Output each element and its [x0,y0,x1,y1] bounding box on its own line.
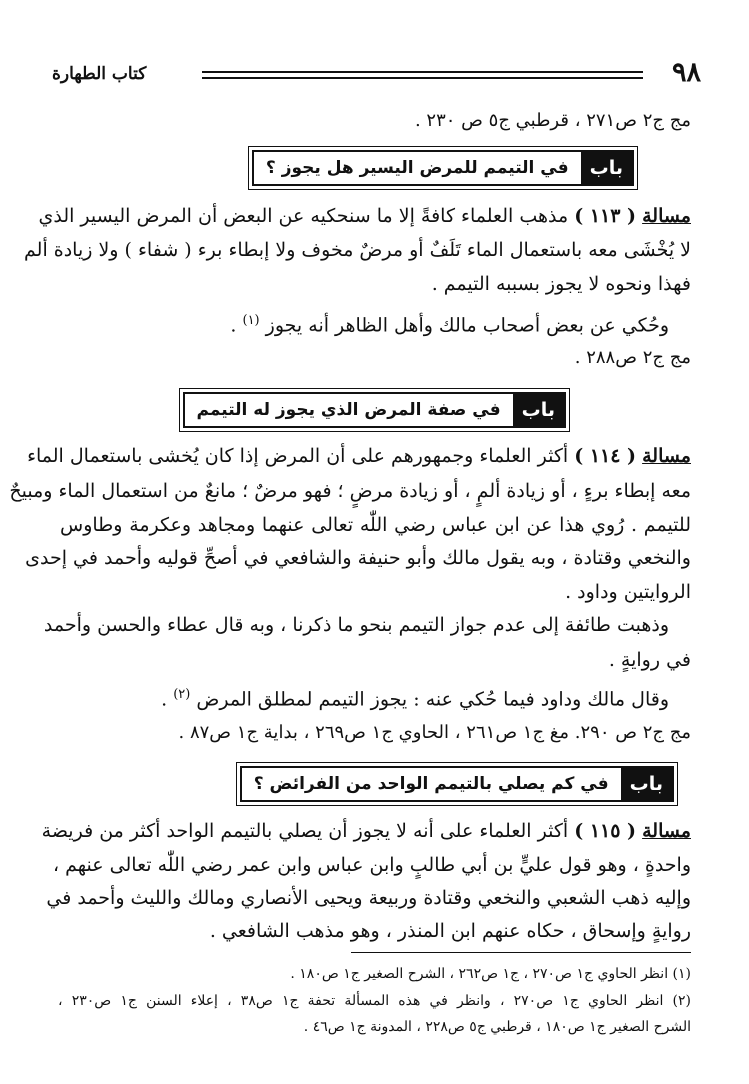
bab-heading-3 [240,766,674,802]
text-line: واحدةٍ ، وهو قول عليٍّ بن أبي طالبٍ وابن عباس وابن عمر رضي اللّٰه تعالى عنهم ، [52,854,691,876]
masala-label: مسالة [642,445,691,467]
text-line: روايةٍ وإسحاق ، حكاه عنهم ابن المنذر ، وهو مذهب الشافعي . [209,920,691,942]
footnote: الشرح الصغير ج١ ص١٨٠ ، قرطبي ج٥ ص٢٢٨ ، المدونة ج١ ص٤٦ . [303,1019,691,1035]
bab-title: في كم يصلي بالتيمم الواحد من الفرائض ؟ [253,774,609,794]
bab-label: باب [581,152,632,184]
bab-label: باب [621,768,672,800]
text-line: وقال مالك وداود فيما حُكي عنه : يجوز التيمم لمطلق المرض $^{(٢)}$ . [161,687,669,711]
text-line: وحُكي عن بعض أصحاب مالك وأهل الظاهر أنه يجوز $^{(١)}$ . [230,313,669,337]
text-span: أكثر العلماء وجمهورهم على أن المرض إذا كان يُخشى باستعمال الماء [27,445,569,467]
page-header [52,56,701,96]
bab-label: باب [513,394,564,426]
text-line: الروايتين وداود . [565,581,691,603]
masala-number: ( ١١٣ ) [574,205,637,227]
masala-label: مسالة [642,820,691,842]
text-line: معه إبطاء برءٍ ، أو زيادة ألمٍ ، أو زيادة مرضٍ ؛ فهو مرضٌ ؛ مانعٌ من استعمال الماء ومبيحٌ [9,480,691,502]
bab-title: في التيمم للمرض اليسير هل يجوز ؟ [265,158,569,178]
text-span: وحُكي عن بعض أصحاب مالك وأهل الظاهر أنه يجوز [265,314,669,337]
reference-line: مج ج٢ ص٢٧١ ، قرطبي ج٥ ص ٢٣٠ . [414,110,691,131]
bab-title: في صفة المرض الذي يجوز له التيمم [196,400,501,420]
text-span: أكثر العلماء على أنه لا يجوز أن يصلي بالتيمم الواحد أكثر من فريضة [41,820,569,842]
text-line: للتيمم . رُوي هذا عن ابن عباس رضي اللّٰه تعالى عنهما ومجاهد وعكرمة وطاوس [60,514,691,536]
reference-line: مج ج٢ ص٢٨٨ . [574,347,691,368]
text-line: وإليه ذهب الشعبي والنخعي وقتادة وربيعة ويحيى الأنصاري ومالك والليث وأحمد في [46,887,691,909]
footnote-marker: (١) [242,313,260,328]
masala-line [38,201,691,231]
page-number: ٩٨ [671,57,701,88]
masala-number: ( ١١٥ ) [574,820,637,842]
text-line: لا يُخْشَى معه باستعمال الماء تَلَفٌ أو مرضٌ مخوف ولا إبطاء برء ( شفاء ) ولا زيادة ألم [24,239,691,261]
text-line: في روايةٍ . [608,649,691,671]
bab-heading-1 [252,150,634,186]
running-title: كتاب الطهارة [52,64,147,84]
text-span: مذهب العلماء كافةً إلا ما سنحكيه عن البعض أن المرض اليسير الذي [38,205,569,227]
header-double-rule [202,71,643,79]
footnote-marker: (٢) [173,687,191,702]
footnote-rule [351,952,691,953]
masala-line [27,441,691,471]
masala-label: مسالة [642,205,691,227]
text-line: وذهبت طائفة إلى عدم جواز التيمم بنحو ما ذكرنا ، وبه قال عطاء والحسن وأحمد [43,614,669,636]
bab-heading-2 [183,392,566,428]
footnote: (٢) انظر الحاوي ج١ ص٢٧٠ ، وانظر في هذه المسألة تحفة ج١ ص٣٨ ، إعلاء السنن ج١ ص٢٣٠ ، [58,993,691,1009]
footnote: (١) انظر الحاوي ج١ ص٢٧٠ ، ج١ ص٢٦٢ ، الشرح الصغير ج١ ص١٨٠ . [290,966,691,982]
masala-line [41,816,691,846]
text-line: والنخعي وقتادة ، وبه يقول مالك وأبو حنيفة والشافعي في أصحِّ قوليه وأحمد في إحدى [25,547,691,569]
masala-number: ( ١١٤ ) [574,445,637,467]
reference-line: مج ج٢ ص ٢٩٠. مغ ج١ ص٢٦١ ، الحاوي ج١ ص٢٦٩ ، بداية ج١ ص٨٧ . [178,722,691,743]
text-span: وقال مالك وداود فيما حُكي عنه : يجوز التيمم لمطلق المرض [196,688,669,711]
text-line: فهذا ونحوه لا يجوز بسببه التيمم . [431,273,691,295]
